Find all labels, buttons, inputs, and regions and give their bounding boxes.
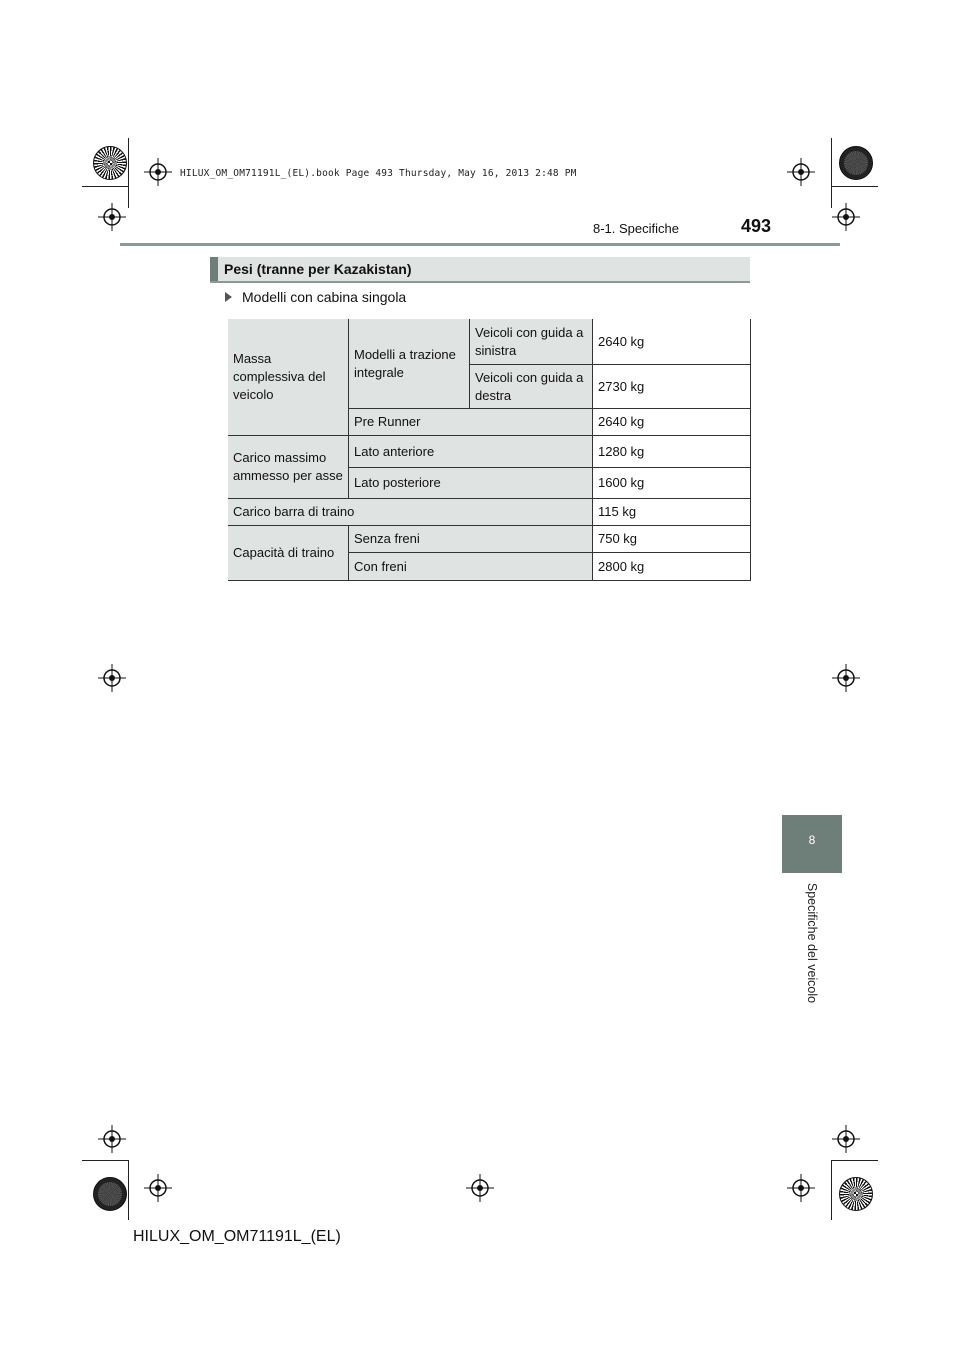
table-cell: Capacità di traino <box>228 526 349 581</box>
table-cell: Con freni <box>349 553 593 581</box>
table-cell: Carico barra di traino <box>228 499 593 526</box>
table-cell: 1600 kg <box>593 468 751 499</box>
section-heading: 8-1. Specifiche <box>593 221 679 236</box>
table-cell: Lato posteriore <box>349 468 593 499</box>
crosshair-mark-icon <box>787 158 815 186</box>
registration-rosette-icon <box>93 1177 127 1211</box>
table-cell: Senza freni <box>349 526 593 553</box>
chapter-tab <box>782 815 842 873</box>
subheading-text: Modelli con cabina singola <box>242 289 407 305</box>
table-cell: 2730 kg <box>593 365 751 409</box>
crosshair-mark-icon <box>466 1174 494 1202</box>
table-cell: Veicoli con guida a sinistra <box>470 319 593 365</box>
table-cell: Pre Runner <box>349 409 593 436</box>
chapter-number: 8 <box>808 833 816 847</box>
table-cell: Massa complessiva del veicolo <box>228 319 349 436</box>
table-cell: Modelli a trazione integrale <box>349 319 470 409</box>
table-cell: 2640 kg <box>593 319 751 365</box>
crosshair-mark-icon <box>832 664 860 692</box>
table-cell: 2640 kg <box>593 409 751 436</box>
crosshair-mark-icon <box>98 1125 126 1153</box>
crosshair-mark-icon <box>144 158 172 186</box>
crosshair-mark-icon <box>98 664 126 692</box>
table-cell: Carico massimo ammesso per asse <box>228 436 349 499</box>
title-accent <box>210 257 218 281</box>
table-cell: 115 kg <box>593 499 751 526</box>
section-title-bar <box>210 257 750 283</box>
crosshair-mark-icon <box>832 1125 860 1153</box>
registration-rosette-icon <box>839 1177 873 1211</box>
print-info: HILUX_OM_OM71191L_(EL).book Page 493 Thursday, May 16, 2013 2:48 PM <box>180 168 577 179</box>
table-cell: Lato anteriore <box>349 436 593 468</box>
crosshair-mark-icon <box>787 1174 815 1202</box>
registration-rosette-icon <box>839 146 873 180</box>
registration-rosette-icon <box>93 146 127 180</box>
table-cell: Veicoli con guida a destra <box>470 365 593 409</box>
footer-code: HILUX_OM_OM71191L_(EL) <box>133 1228 341 1245</box>
crosshair-mark-icon <box>832 203 860 231</box>
table-cell: 1280 kg <box>593 436 751 468</box>
subheading <box>225 289 406 305</box>
chapter-label: Specifiche del veicolo <box>805 882 819 1004</box>
crosshair-mark-icon <box>98 203 126 231</box>
section-title: Pesi (tranne per Kazakistan) <box>224 261 412 277</box>
table-cell: 750 kg <box>593 526 751 553</box>
header-divider <box>120 243 840 246</box>
page-number: 493 <box>741 216 772 236</box>
crosshair-mark-icon <box>144 1174 172 1202</box>
triangle-bullet-icon <box>225 292 232 302</box>
table-cell: 2800 kg <box>593 553 751 581</box>
